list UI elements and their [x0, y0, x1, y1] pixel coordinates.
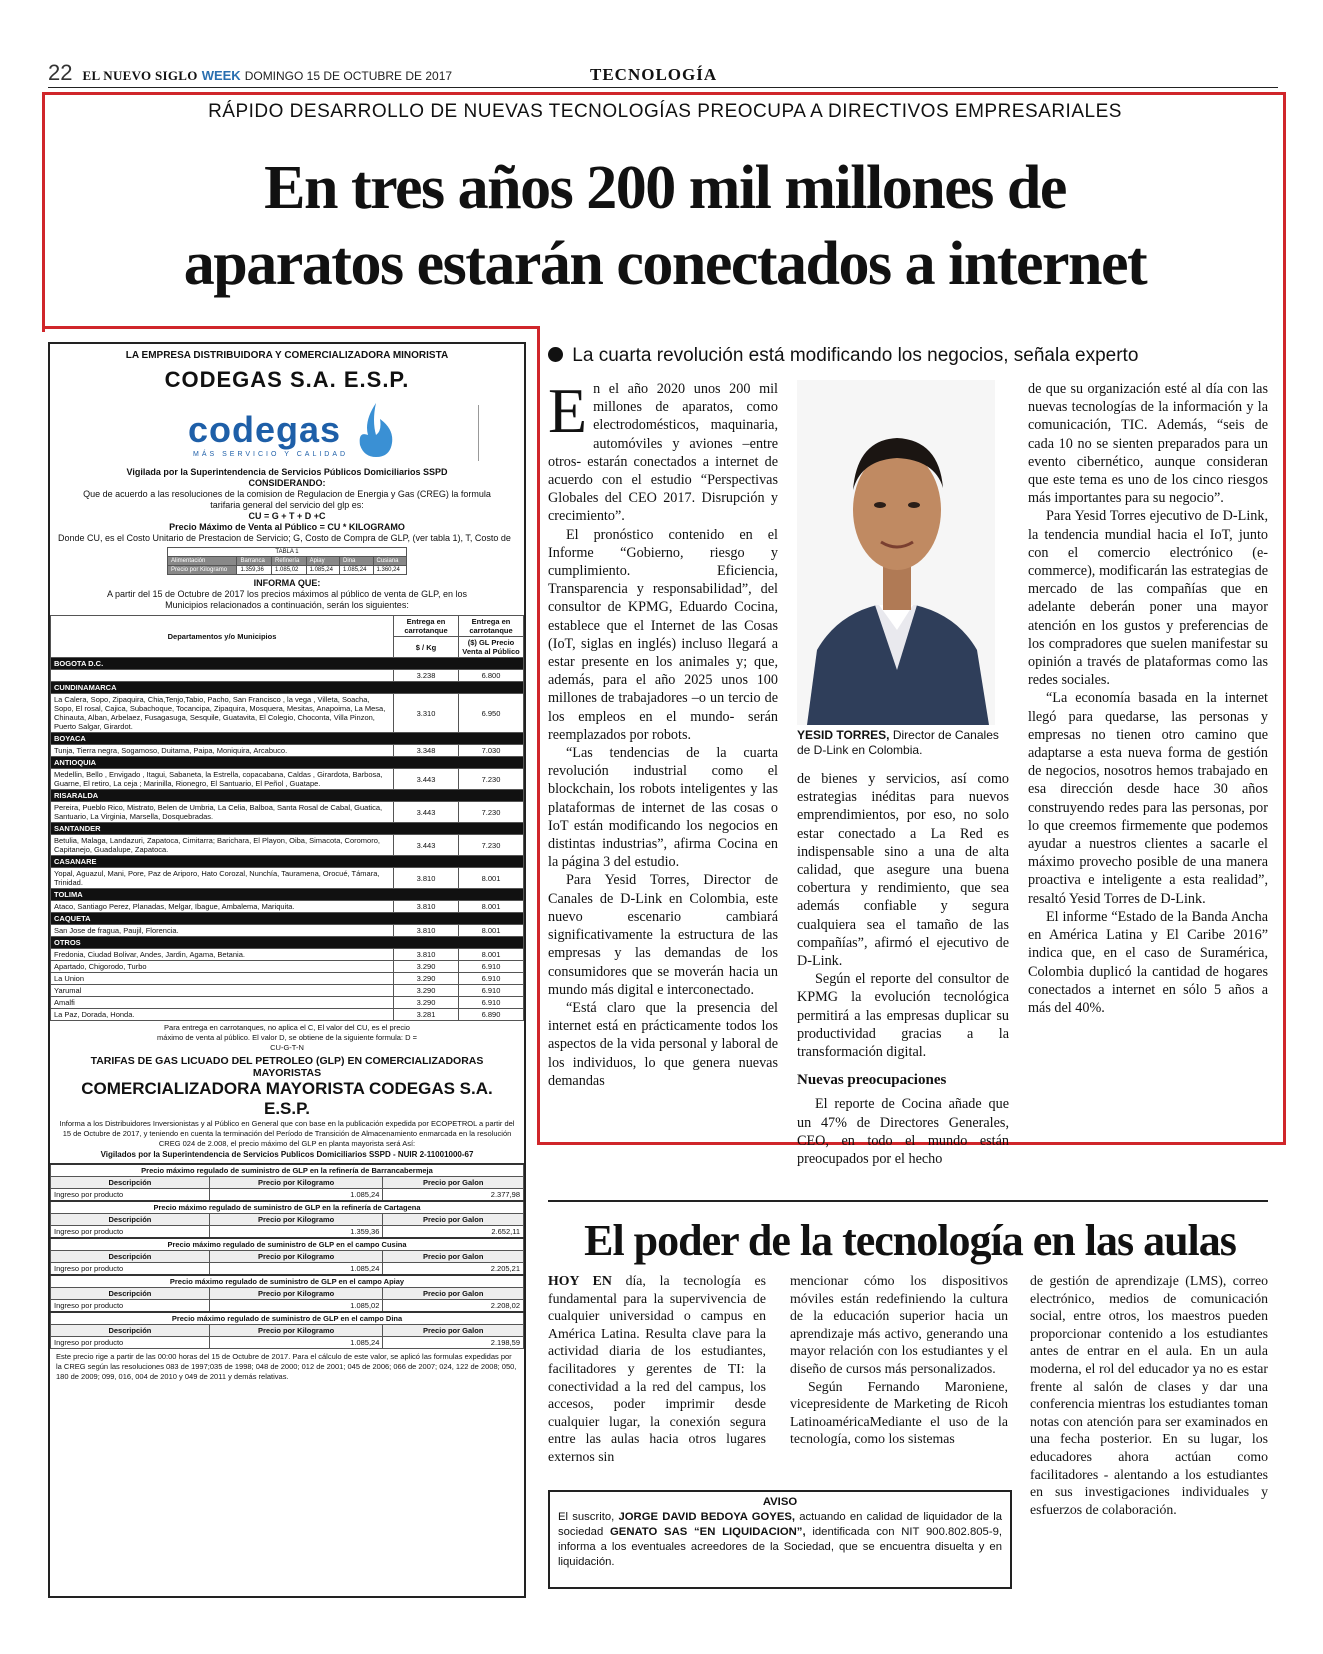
article-headline [60, 150, 1270, 302]
table-cell: 8.001 [459, 868, 524, 889]
table-cell: La Union [51, 973, 394, 985]
table-header: Cusiana [373, 557, 407, 566]
table-row [51, 802, 524, 823]
notice-title: AVISO [762, 1496, 798, 1508]
table-row [51, 868, 524, 889]
department-row [51, 658, 524, 670]
table-header: Precio por Kilogramo [209, 1251, 383, 1263]
department-row [51, 913, 524, 925]
table-cell: 3.443 [394, 835, 459, 856]
table-cell: 3.810 [394, 925, 459, 937]
table-cell: 1.085,02 [272, 566, 307, 575]
table-cell: 1.085,02 [209, 1300, 383, 1313]
article2-column-3 [1030, 1272, 1268, 1518]
table-row-label: Precio por Kilogramo [168, 566, 237, 575]
department-name: OTROS [51, 937, 524, 949]
table-cell [51, 670, 394, 682]
table-cell: 3.290 [394, 985, 459, 997]
person-icon [797, 380, 995, 725]
ad-top-line: LA EMPRESA DISTRIBUIDORA Y COMERCIALIZADORA MINORISTA [125, 350, 449, 361]
table-cell: 1.360,24 [373, 566, 407, 575]
paragraph: de que su organización esté al día con las nuevas tecnologías de la información y la comunicación, TIC. Además, “seis de cada 10 no se sienten preparados para un evento cibernético, aunque consideran que este tema es uno de los cinco riesgos más importantes para su negocio”. [1028, 381, 1268, 507]
paragraph: de bienes y servicios, así como estrategias inéditas para nuevos emprendimientos, por eso, no solo estar conectado a La Red es indispensable sino a una de alta calidad, que asegure una buena cobertura y rendimiento, que sea además confiable y segura cualquiera sea el tamaño de las compañías”, afirmó el ejecutivo de D-Link. [797, 771, 1009, 970]
table-cell: 3.290 [394, 961, 459, 973]
paragraph: “La economía basada en la internet llegó para quedarse, las personas y empresas no tienen otro camino que adaptarse a esta nueva forma de gestión de negocios, nosotros hemos trabajado en esa dirección desde hace 30 años construyendo redes para las personas, por lo que creemos firmemente que podemos ayudar a nuestros clientes a sacarle el máximo provecho posible de una manera proactiva e inteligente a esta realidad”, resaltó Yesid Torres de D-Link. [1028, 690, 1268, 907]
caption-text: Director de Canales de D-Link en Colombia. [797, 728, 999, 757]
publication-name: EL NUEVO SIGLO [82, 68, 198, 83]
headline-line-2: aparatos estarán conectados a internet [183, 230, 1147, 298]
table-caption-row [51, 1201, 524, 1214]
table-header: Descripción [51, 1214, 210, 1226]
article-subkicker [548, 345, 1138, 367]
table-row [51, 835, 524, 856]
table-row [51, 1300, 524, 1313]
company-logo [58, 399, 516, 467]
table-cell: 1.085,24 [209, 1337, 383, 1349]
table-header: Precio por Galon [383, 1288, 524, 1300]
table-cell: 2.208,02 [383, 1300, 524, 1313]
table-cell: 3.348 [394, 745, 459, 757]
table-caption-row [51, 1312, 524, 1325]
table-header: Barranca [237, 557, 272, 566]
table-row [51, 769, 524, 790]
table-row [51, 745, 524, 757]
article2-column-1 [548, 1272, 766, 1466]
table-header: Apiay [306, 557, 339, 566]
table-header: Precio por Galon [383, 1325, 524, 1337]
table-caption: Precio máximo regulado de suministro de GLP en la refinería de Barrancabermeja [51, 1164, 524, 1177]
notice-text: actuando en calidad de liquidador de la sociedad [558, 1511, 1003, 1538]
paragraph: día, la tecnología es fundamental para la supervivencia de cualquier universidad o campus en América Latina. Resulta clave para la actividad diaria de los estudiantes, facilitadores y gerentes de TI: la conectividad a la red del campus, los accesos, poder imprimir desde cualquier lugar, la conexión segura entre las aulas hacia otros lugares externos sin [548, 1273, 767, 1464]
table-cell: La Calera, Sopo, Zipaquira, Chia,Tenjo,Tabio, Pacho, San Francisco , la vega , Villeta, Soacha, Sopo, El rosal, Cajica, Subachoque, Tocancipa, Zipaquira, Mosquera, Mesitas, Anapoima, La Mesa, Chinauta, Alban, Arbelaez, Fusagasuga, Sesquile, Guatavita, El Colegio, Choconta, Villa Pinzon, Puerto Salgar, Girardot. [51, 694, 394, 733]
considerando-text: Que de acuerdo a las resoluciones de la comision de Regulacion de Energia y Gas (CREG) la formula tarifaria general del servicio del glp es: [83, 489, 491, 510]
table-row [51, 1226, 524, 1239]
table-cell: Betulia, Malaga, Landazuri, Zapatoca, Cimitarra; Barichara, El Playon, Oiba, Simacota, Coromoro, Capitanejo, Guadalupe, Zapatoca. [51, 835, 394, 856]
table-row [51, 973, 524, 985]
table-cell: Medellin, Bello , Envigado , Itagui, Sabaneta, la Estrella, copacabana, Caldas , Girardota, Barbosa, Guarne, El retiro, La ceja ; Marinilla, Rionegro, El Santuario, El Peñol , Guatape. [51, 769, 394, 790]
table-header-row [51, 1325, 524, 1337]
table-row [51, 1189, 524, 1202]
department-name: BOGOTA D.C. [51, 658, 524, 670]
table-cell: 1.085,24 [306, 566, 339, 575]
table-header: Departamentos y/o Municipios [51, 616, 394, 658]
notice-text: El suscrito, [558, 1511, 615, 1523]
table-caption-row [51, 1238, 524, 1251]
table-cell: 6.910 [459, 973, 524, 985]
table-caption: Precio máximo regulado de suministro de GLP en el campo Cusina [51, 1238, 524, 1251]
table-cell: Yopal, Aguazul, Mani, Pore, Paz de Ariporo, Hato Corozal, Nunchía, Tauramena, Orocué, Támara, Trinidad. [51, 868, 394, 889]
codegas-advertisement [48, 342, 526, 1598]
department-name: ANTIOQUIA [51, 757, 524, 769]
table-cell: Ingreso por producto [51, 1263, 210, 1276]
table-cell: 2.652,11 [383, 1226, 524, 1239]
department-row [51, 823, 524, 835]
paragraph: n el año 2020 unos 200 mil millones de aparatos, como electrodomésticos, maquinaria, automóviles y aviones –entre otros- estarán conectados a internet de acuerdo con el estudio “Perspectivas Globales del CEO 2017. Disrupción y crecimiento”. [548, 381, 778, 525]
table-row [51, 694, 524, 733]
table-row [51, 925, 524, 937]
table-cell: 6.910 [459, 985, 524, 997]
page-number: 22 [48, 60, 73, 85]
paragraph: El informe “Estado de la Banda Ancha en América Latina y El Caribe 2016” indica que, en el caso de Suramérica, Colombia duplicó la cantidad de hogares conectados a internet en sólo 5 años a más del 40%. [1028, 908, 1268, 1016]
department-name: RISARALDA [51, 790, 524, 802]
precio-maximo: Precio Máximo de Venta al Público = CU * KILOGRAMO [169, 522, 405, 532]
headline-line-1: En tres años 200 mil millones de [264, 154, 1066, 222]
department-name: CAQUETA [51, 913, 524, 925]
table-note: Para entrega en carrotanques, no aplica el C, El valor del CU, es el precio máximo de venta al público. El valor D, se obtiene de la siguiente formula: D = CU-G-T-N [157, 1023, 417, 1052]
paragraph: Según el reporte del consultor de KPMG la evolución tecnológica permitirá a las empresas duplicar su productividad gracias a la transformación digital. [797, 971, 1009, 1061]
table-cell: 6.910 [459, 997, 524, 1009]
considerando-title: CONSIDERANDO: [248, 478, 326, 488]
department-row [51, 682, 524, 694]
notice-name: JORGE DAVID BEDOYA GOYES, [618, 1511, 796, 1523]
department-row [51, 757, 524, 769]
table-header: ($) GL Precio Venta al Público [459, 637, 524, 658]
table-cell: 1.085,24 [209, 1189, 383, 1202]
table-cell: Amalfi [51, 997, 394, 1009]
table-cell: Ingreso por producto [51, 1300, 210, 1313]
table-cell: 3.290 [394, 997, 459, 1009]
table-header: Entrega en carrotanque [394, 616, 459, 637]
article-column-2 [797, 770, 1009, 1168]
department-name: BOYACA [51, 733, 524, 745]
table-cell: 1.085,24 [340, 566, 373, 575]
flame-icon [354, 401, 394, 459]
ad-footer: Este precio rige a partir de las 00:00 horas del 15 de Octubre de 2017. Para el cálculo de este valor, se aplicó las formulas expedidas por la CREG según las resoluciones 083 de 1997;035 de 1998; 048 de 2000; 012 de 2001; 045 de 2006; 066 de 2007; 024, 122 de 2008; 050, 180 de 2009; 099, 016, 004 de 2010 y 049 de 2011 y demás relativas. [56, 1352, 517, 1381]
article2-column-2 [790, 1272, 1008, 1448]
mayoristas-vigilada: Vigilados por la Superintendencia de Servicios Publicos Domiciliarios SSPD - NUIR 2-11001000-67 [100, 1150, 474, 1159]
issue-date: DOMINGO 15 DE OCTUBRE DE 2017 [244, 69, 453, 83]
table-row [51, 949, 524, 961]
table-header-row [51, 1177, 524, 1189]
wholesale-price-table [50, 1163, 524, 1349]
table-header: $ / Kg [394, 637, 459, 658]
mayoristas-name: COMERCIALIZADORA MAYORISTA CODEGAS S.A. E.S.P. [81, 1079, 493, 1118]
table-row [51, 961, 524, 973]
table-caption-row [51, 1275, 524, 1288]
table-header: Dina [340, 557, 373, 566]
table-cell: 3.310 [394, 694, 459, 733]
table-row [51, 997, 524, 1009]
subkicker-text: La cuarta revolución está modificando los negocios, señala experto [572, 345, 1139, 366]
legal-notice-box [548, 1490, 1012, 1589]
table-header: Precio por Kilogramo [209, 1177, 383, 1189]
formula: CU = G + T + D +C [248, 511, 326, 521]
section-title: TECNOLOGÍA [590, 65, 718, 84]
department-row [51, 856, 524, 868]
table-cell: 2.205,21 [383, 1263, 524, 1276]
table-header: Precio por Galon [383, 1251, 524, 1263]
table-cell: 7.230 [459, 769, 524, 790]
table-cell: 1.359,36 [209, 1226, 383, 1239]
table-header: Descripción [51, 1325, 210, 1337]
certification-seal [478, 405, 497, 461]
paragraph: mencionar cómo los dispositivos móviles están redefiniendo la cultura de la educación superior hacia un aprendizaje más activo, generando una mayor relación con los estudiantes y el diseño de cursos más personalizados. [790, 1273, 1008, 1376]
table-cell: Ingreso por producto [51, 1189, 210, 1202]
table-header: Descripción [51, 1251, 210, 1263]
table-header: Descripción [51, 1177, 210, 1189]
table-cell: 6.910 [459, 961, 524, 973]
table-cell: 8.001 [459, 949, 524, 961]
table-cell: Ataco, Santiago Perez, Planadas, Melgar, Ibague, Ambalema, Mariquita. [51, 901, 394, 913]
logo-tagline: MÁS SERVICIO Y CALIDAD [193, 451, 349, 458]
table-cell: Pereira, Pueblo Rico, Mistrato, Belen de Umbria, La Celia, Balboa, Santa Rosal de Cabal, Guatica, Santuario, La Virginia, Marsella, Dosquebradas. [51, 802, 394, 823]
table-cell: La Paz, Dorada, Honda. [51, 1009, 394, 1021]
table-cell: Ingreso por producto [51, 1337, 210, 1349]
vigilada-line: Vigilada por la Superintendencia de Servicios Públicos Domiciliarios SSPD [126, 467, 448, 477]
article2-headline: El poder de la tecnología en las aulas [584, 1216, 1236, 1265]
table-header-row [51, 1251, 524, 1263]
notice-body [550, 1510, 1010, 1570]
tabla-1 [167, 547, 407, 575]
department-row [51, 937, 524, 949]
table-row [51, 901, 524, 913]
table-cell: 6.950 [459, 694, 524, 733]
paragraph: Para Yesid Torres, Director de Canales de D-Link en Colombia, este nuevo escenario cambiará significativamente la estructura de las empresas y las demandas de los consumidores que se moverán hacia un mundo más digital e interconectado. [548, 872, 778, 998]
table-header: Entrega en carrotanque [459, 616, 524, 637]
table-header: Alimentación [168, 557, 237, 566]
table-cell: 2.198,59 [383, 1337, 524, 1349]
paragraph: Según Fernando Maroniene, vicepresidente de Marketing de Ricoh LatinoaméricaMediante el uso de la tecnología, como los sistemas [790, 1378, 1008, 1447]
department-row [51, 733, 524, 745]
tabla-1-caption: TABLA 1 [168, 548, 407, 557]
donde-text: Donde CU, es el Costo Unitario de Prestacion de Servicio; G, Costo de Compra de GLP, (ver tabla 1), T, Costo de [58, 533, 511, 543]
table-header-row [51, 1214, 524, 1226]
table-cell: 3.810 [394, 901, 459, 913]
table-cell: Ingreso por producto [51, 1226, 210, 1239]
table-cell: Fredonia, Ciudad Bolivar, Andes, Jardin, Agama, Betania. [51, 949, 394, 961]
table-caption: Precio máximo regulado de suministro de GLP en el campo Apiay [51, 1275, 524, 1288]
mayoristas-title: TARIFAS DE GAS LICUADO DEL PETROLEO (GLP) EN COMERCIALIZADORAS MAYORISTAS [90, 1055, 484, 1079]
caption-name: YESID TORRES, [797, 728, 890, 742]
mayoristas-text: Informa a los Distribuidores Inversionistas y al Público en General que con base en la publicación expedida por ECOPETROL a partir del 15 de Octubre de 2017, y teniendo en cuenta la terminación del Período de Transición de Almacenamiento enmarcada en la resolución CREG 024 de 2.008, el precio máximo del GLP en planta mayorista será Así: [59, 1119, 515, 1148]
article-frame-step [42, 326, 540, 329]
table-cell: Apartado, Chigorodo, Turbo [51, 961, 394, 973]
table-cell: 1.085,24 [209, 1263, 383, 1276]
table-cell: 3.290 [394, 973, 459, 985]
table-cell: 8.001 [459, 925, 524, 937]
header-rule [48, 87, 1278, 88]
table-row [51, 670, 524, 682]
informa-text: A partir del 15 de Octubre de 2017 los precios máximos al público de venta de GLP, en los Municipios relacionados a continuación, serán los siguientes: [106, 589, 468, 610]
table-header: Precio por Kilogramo [209, 1288, 383, 1300]
paragraph: “Las tendencias de la cuarta revolución industrial como el blockchain, los robots inteligentes y las plataformas de internet de las cosas o IoT están modificando los negocios en distintas industrias”, afirma Cocina en la página 3 del estudio. [548, 745, 778, 871]
table-cell: 3.443 [394, 802, 459, 823]
table-caption: Precio máximo regulado de suministro de GLP en la refinería de Cartagena [51, 1201, 524, 1214]
table-cell: 2.377,98 [383, 1189, 524, 1202]
table-cell: 7.230 [459, 835, 524, 856]
table-cell: San Jose de fragua, Paujil, Florencia. [51, 925, 394, 937]
article-column-3 [1028, 380, 1268, 1017]
table-cell: 3.281 [394, 1009, 459, 1021]
table-caption: Precio máximo regulado de suministro de GLP en el campo Dina [51, 1312, 524, 1325]
table-cell: 6.890 [459, 1009, 524, 1021]
department-row [51, 790, 524, 802]
paragraph: El pronóstico contenido en el Informe “Gobierno, riesgo y cumplimiento. Eficiencia, Transparencia y responsabilidad”, del consultor de KPMG, Eduardo Cocina, establece que el Internet de las Cosas (IoT, siglas en inglés) incluso llegará a estar presente en los animales y; que, además, para el año 2025 unos 100 millones de trabajadores –o un tercio de los empleos en el mundo- serán reemplazados por robots. [548, 526, 778, 743]
table-row [51, 1337, 524, 1349]
subheading: Nuevas preocupaciones [797, 1072, 947, 1089]
table-header-row [51, 1288, 524, 1300]
paragraph: de gestión de aprendizaje (LMS), correo electrónico, medios de comunicación social, entre otros, los maestros pueden proporcionar contenido a los estudiantes antes de entrar en el aula. En un aula moderna, el rol del educador ya no es estar frente al salón de clases y dar una conferencia mientras los estudiantes toman notas con atención para ser examinados en una fecha posterior. En su lugar, los educadores ahora actúan como facilitadores - alentando a los estudiantes en sus investigaciones individuales y esfuerzos de colaboración. [1030, 1273, 1268, 1517]
logo-wordmark: codegas [188, 409, 342, 450]
department-row [51, 889, 524, 901]
drop-cap: E [548, 375, 588, 446]
company-name: CODEGAS S.A. E.S.P. [164, 367, 410, 392]
article-kicker: RÁPIDO DESARROLLO DE NUEVAS TECNOLOGÍAS PREOCUPA A DIRECTIVOS EMPRESARIALES [208, 101, 1122, 122]
edition-name: WEEK [201, 68, 241, 83]
paragraph: Para Yesid Torres ejecutivo de D-Link, la tendencia mundial hacia el IoT, junto con el comercio electrónico (e-commerce), modificarán las estrategias de mercado de las compañías que en adelante deberán poner una mayor atención en los gustos y preferencias de los compradores que suelen manifestar su opinión a través de plataformas como las redes sociales. [1028, 508, 1268, 689]
paragraph: “Está claro que la presencia del internet está en prácticamente todos los aspectos de la vida personal y laboral de los individuos, lo que genera nuevas demandas [548, 999, 778, 1089]
table-header: Precio por Galon [383, 1177, 524, 1189]
photo-caption [797, 728, 1007, 758]
portrait-photo [797, 380, 995, 725]
paragraph: El reporte de Cocina añade que un 47% de Directores Generales, CEO, en todo el mundo están preocupados por el hecho [797, 1096, 1009, 1168]
informa-title: INFORMA QUE: [253, 578, 321, 588]
department-name: TOLIMA [51, 889, 524, 901]
department-name: CASANARE [51, 856, 524, 868]
table-caption-row [51, 1164, 524, 1177]
lead-words: HOY EN [548, 1273, 612, 1288]
table-header: Descripción [51, 1288, 210, 1300]
table-cell: Yarumal [51, 985, 394, 997]
table-row [51, 985, 524, 997]
table-cell: 1.359,36 [237, 566, 272, 575]
table-header: Precio por Galon [383, 1214, 524, 1226]
bullet-icon [548, 347, 563, 362]
table-cell: 7.230 [459, 802, 524, 823]
table-cell: 8.001 [459, 901, 524, 913]
table-row [51, 1009, 524, 1021]
table-cell: 3.810 [394, 949, 459, 961]
table-header: Precio por Kilogramo [209, 1325, 383, 1337]
table-cell: Tunja, Tierra negra, Sogamoso, Duitama, Paipa, Moniquira, Arcabuco. [51, 745, 394, 757]
notice-text: identificada con NIT 900.802.805-9, informa a los eventuales acreedores de la Sociedad, que se encuentra disuelta y en liquidación. [558, 1526, 1003, 1568]
table-header: Refinería [272, 557, 307, 566]
notice-company: GENATO SAS “EN LIQUIDACION”, [610, 1526, 806, 1538]
table-header: Precio por Kilogramo [209, 1214, 383, 1226]
table-cell: 3.238 [394, 670, 459, 682]
department-name: CUNDINAMARCA [51, 682, 524, 694]
department-name: SANTANDER [51, 823, 524, 835]
table-cell: 3.443 [394, 769, 459, 790]
table-cell: 6.800 [459, 670, 524, 682]
table-cell: 7.030 [459, 745, 524, 757]
table-cell: 3.810 [394, 868, 459, 889]
table-row [51, 1263, 524, 1276]
article2-rule [548, 1200, 1268, 1202]
article-column-1 [548, 375, 778, 1090]
price-table [50, 615, 524, 1021]
